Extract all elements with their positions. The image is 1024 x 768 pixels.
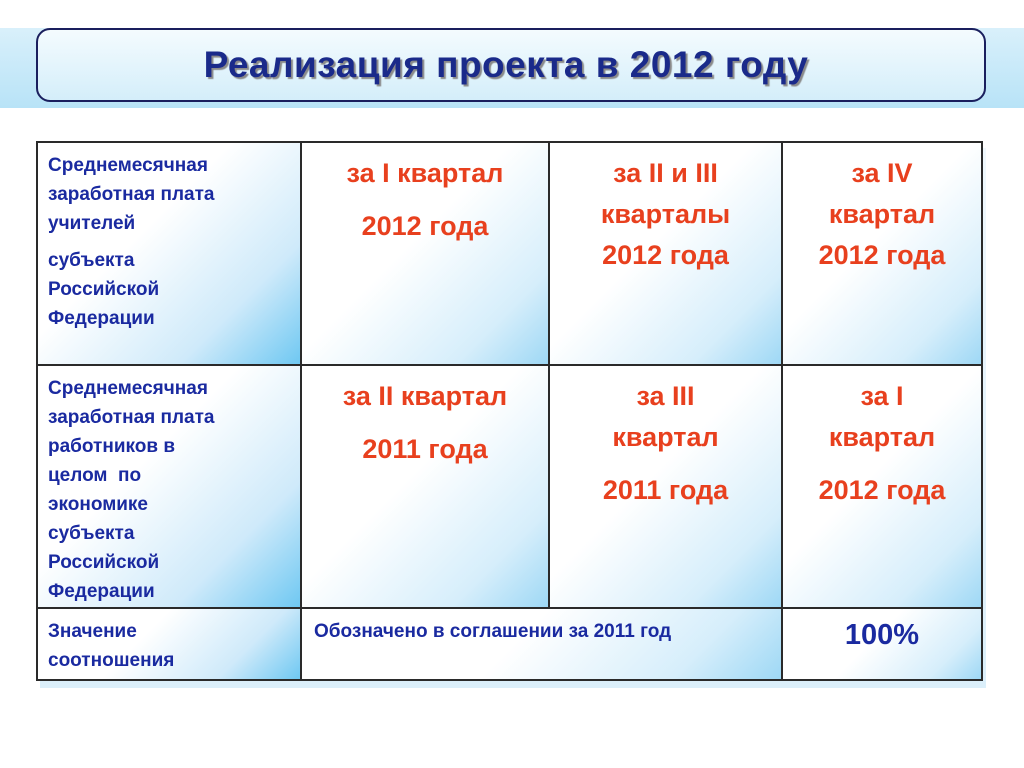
agreement-text: Обозначено в соглашении за 2011 год xyxy=(314,621,672,642)
row-label: Значение соотношения xyxy=(48,621,175,671)
table-row xyxy=(37,608,982,680)
row-label-cell xyxy=(37,608,301,680)
period-text: за II квартал 2011 года xyxy=(342,381,508,464)
period-cell xyxy=(549,365,782,608)
page-title: Реализация проекта в 2012 году xyxy=(203,44,809,85)
title-box xyxy=(36,28,986,102)
percent-cell xyxy=(782,608,982,680)
period-cell xyxy=(301,365,549,608)
period-text: за III квартал 2011 года xyxy=(602,381,729,505)
period-text: за I квартал 2012 года xyxy=(346,158,504,241)
percent-value: 100% xyxy=(844,619,920,651)
agreement-cell xyxy=(301,608,782,680)
table-row xyxy=(37,365,982,608)
row-label: Среднемесячная заработная плата учителей субъекта Российской Федерации xyxy=(48,155,215,329)
period-cell xyxy=(782,142,982,365)
row-label-cell xyxy=(37,142,301,365)
period-text: за IV квартал 2012 года xyxy=(818,158,946,270)
period-cell xyxy=(782,365,982,608)
period-text: за II и III кварталы 2012 года xyxy=(600,158,731,270)
period-cell xyxy=(301,142,549,365)
salary-table xyxy=(36,141,983,681)
table-row xyxy=(37,142,982,365)
period-cell xyxy=(549,142,782,365)
period-text: за I квартал 2012 года xyxy=(818,381,946,505)
row-label-cell xyxy=(37,365,301,608)
row-label: Среднемесячная заработная плата работников в целом по экономике субъекта Российской Федерации xyxy=(48,378,215,602)
